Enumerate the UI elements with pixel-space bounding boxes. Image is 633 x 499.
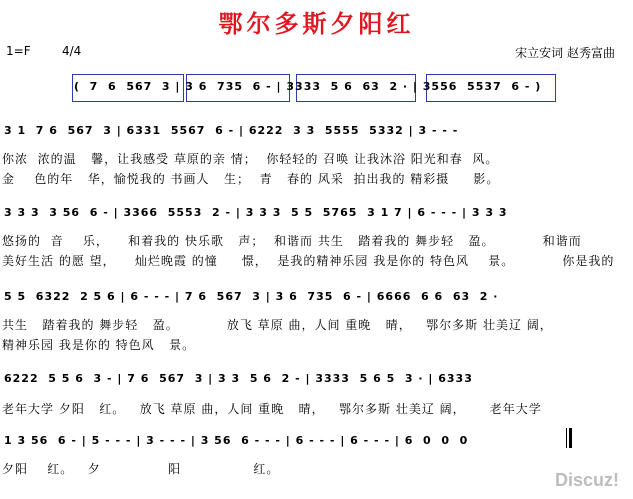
row4-lyric-verse1: 老年大学 夕阳 红。 放飞 草原 曲，人间 重晚 晴， 鄂尔多斯 壮美辽 阔， 老年大学 (2, 402, 542, 416)
row2-notes: 3 3 3 3 56 6 - | 3366 5553 2 - | 3 3 3 5 5 5765 3 1 7 | 6 - - - | 3 3 3 (4, 206, 508, 219)
row2-lyric-verse2: 美好生活 的愿 望， 灿烂晚霞 的憧 憬， 是我的精神乐园 我是你的 特色风 景。 你是我的 (2, 254, 615, 268)
song-title: 鄂尔多斯夕阳红 (218, 9, 415, 38)
row4-notes: 6222 5 5 6 3 - | 7 6 567 3 | 3 3 5 6 2 - | 3333 5 6 5 3 · | 6333 (4, 372, 473, 385)
final-barline-thin (566, 428, 567, 448)
row3-lyric-verse1: 共生 踏着我的 舞步轻 盈。 放飞 草原 曲，人间 重晚 晴， 鄂尔多斯 壮美辽 阔， (2, 318, 553, 332)
row1-lyric-verse1: 你浓 浓的温 馨，让我感受 草原的亲 情； 你轻轻的 召唤 让我沐浴 阳光和春 风。 (2, 152, 499, 166)
intro-notes: ( 7 6 567 3 | 3 6 735 6 - | 3333 5 6 63 2 · | 3556 5537 6 - ) (74, 80, 542, 93)
final-barline-thick (569, 428, 572, 448)
row3-notes: 5 5 6322 2 5 6 | 6 - - - | 7 6 567 3 | 3 6 735 6 - | 6666 6 6 63 2 · (4, 290, 499, 303)
credits: 宋立安词 赵秀富曲 (515, 46, 615, 60)
row1-lyric-verse2: 金 色的年 华，愉悦我的 书画人 生； 青 春的 风采 拍出我的 精彩摄 影。 (2, 172, 500, 186)
row5-notes: 1 3 56 6 - | 5 - - - | 3 - - - | 3 56 6 - - - | 6 - - - | 6 - - - | 6 0 0 0 (4, 434, 469, 447)
row3-lyric-verse2: 精神乐园 我是你的 特色风 景。 (2, 338, 196, 352)
row5-lyric-verse1: 夕阳 红。 夕 阳 红。 (2, 462, 280, 476)
row2-lyric-verse1: 悠扬的 音 乐， 和着我的 快乐歌 声； 和谐而 共生 踏着我的 舞步轻 盈。 和谐而 (2, 234, 582, 248)
key-signature: 1=F (6, 44, 31, 58)
row1-notes: 3 1 7 6 567 3 | 6331 5567 6 - | 6222 3 3 5555 5332 | 3 - - - (4, 124, 459, 137)
time-signature: 4/4 (62, 44, 82, 58)
watermark: Discuz! (554, 470, 619, 490)
